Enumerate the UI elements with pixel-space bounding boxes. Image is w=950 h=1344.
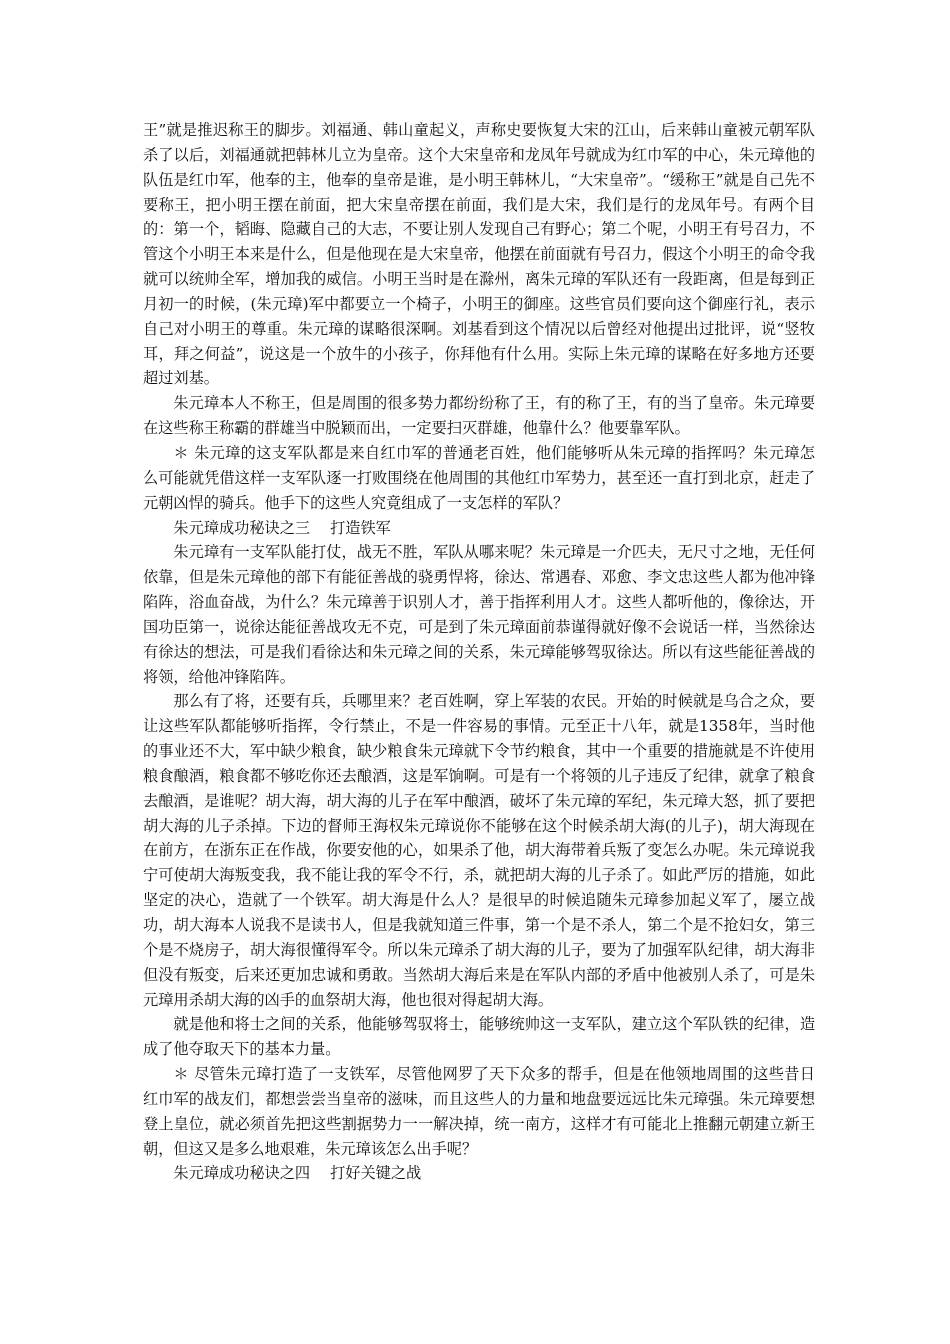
paragraph-starred: ＊ 尽管朱元璋打造了一支铁军，尽管他网罗了天下众多的帮手，但是在他领地周围的这些昔日红巾军的战友们，都想尝尝当皇帝的滋味，而且这些人的力量和地盘要远远比朱元璋强。朱元璋要想登上皇位，就必须首先把这些割据势力一一解决掉，统一南方，这样才有可能北上推翻元朝建立新王朝，但这又是多么地艰难，朱元璋该怎么出手呢？ bbox=[143, 1065, 815, 1158]
paragraph-continued: 王”就是推迟称王的脚步。刘福通、韩山童起义，声称史要恢复大宋的江山，后来韩山童被元朝军队杀了以后，刘福通就把韩林儿立为皇帝。这个大宋皇帝和龙凤年号就成为红巾军的中心，朱元璋他的队伍是红巾军，他奉的主，他奉的皇帝是谁，是小明王韩林儿，“大宋皇帝”。“缓称王”就是自己先不要称王，把小明王摆在前面，把大宋皇帝摆在前面，我们是大宋，我们是行的龙凤年号。有两个目的：第一个，韬晦、隐藏自己的大志，不要让别人发现自己有野心；第二个呢，小明王有号召力，不管这个小明王本来是什么，但是他现在是大宋皇帝，他摆在前面就有号召力，假这个小明王的命令我就可以统帅全军，增加我的威信。小明王当时是在滁州，离朱元璋的军队还有一段距离，但是每到正月初一的时候，(朱元璋)军中都要立一个椅子，小明王的御座。这些官员们要向这个御座行礼，表示自己对小明王的尊重。朱元璋的谋略很深啊。刘基看到这个情况以后曾经对他提出过批评，说“竖牧耳，拜之何益”，说这是一个放牛的小孩子，你拜他有什么用。实际上朱元璋的谋略在好多地方还要超过刘基。 bbox=[143, 121, 815, 388]
section-heading: 朱元璋成功秘诀之三 打造铁军 bbox=[173, 518, 391, 537]
section-heading: 朱元璋成功秘诀之四 打好关键之战 bbox=[173, 1164, 422, 1183]
paragraph-starred: ＊ 朱元璋的这支军队都是来自红巾军的普通老百姓，他们能够听从朱元璋的指挥吗？朱元璋怎么可能就凭借这样一支军队逐一打败围绕在他周围的其他红巾军势力，甚至还一直打到北京，赶走了元朝凶悍的骑兵。他手下的这些人究竟组成了一支怎样的军队？ bbox=[143, 443, 815, 512]
paragraph: 就是他和将士之间的关系，他能够驾驭将士，能够统帅这一支军队，建立这个军队铁的纪律，造成了他夺取天下的基本力量。 bbox=[143, 1015, 815, 1059]
document-body bbox=[143, 118, 815, 1186]
paragraph: 朱元璋有一支军队能打仗，战无不胜，军队从哪来呢？朱元璋是一介匹夫，无尺寸之地，无任何依靠，但是朱元璋他的部下有能征善战的骁勇悍将，徐达、常遇春、邓愈、李文忠这些人都为他冲锋陷阵，浴血奋战，为什么？朱元璋善于识别人才，善于指挥利用人才。这些人都听他的，像徐达，开国功臣第一，说徐达能征善战攻无不克，可是到了朱元璋面前恭谨得就好像不会说话一样，当然徐达有徐达的想法，可是我们看徐达和朱元璋之间的关系，朱元璋能够驾驭徐达。所以有这些能征善战的将领，给他冲锋陷阵。 bbox=[143, 543, 815, 686]
paragraph: 朱元璋本人不称王，但是周围的很多势力都纷纷称了王，有的称了王，有的当了皇帝。朱元璋要在这些称王称霸的群雄当中脱颖而出，一定要扫灭群雄，他靠什么？他要靠军队。 bbox=[143, 394, 815, 438]
paragraph: 那么有了将，还要有兵，兵哪里来？老百姓啊，穿上军装的农民。开始的时候就是乌合之众，要让这些军队都能够听指挥，令行禁止，不是一件容易的事情。元至正十八年，就是1358年，当时他的事业还不大，军中缺少粮食，缺少粮食朱元璋就下令节约粮食，其中一个重要的措施就是不许使用粮食酿酒，粮食都不够吃你还去酿酒，这是军饷啊。可是有一个将领的儿子违反了纪律，就拿了粮食去酿酒，是谁呢？胡大海，胡大海的儿子在军中酿酒，破坏了朱元璋的军纪，朱元璋大怒，抓了要把胡大海的儿子杀掉。下边的督师王海权朱元璋说你不能够在这个时候杀胡大海(的儿子)，胡大海现在在前方，在浙东正在作战，你要安他的心，如果杀了他，胡大海带着兵叛了变怎么办呢。朱元璋说我宁可使胡大海叛变我，我不能让我的军令不行，杀，就把胡大海的儿子杀了。如此严厉的措施，如此坚定的决心，造就了一个铁军。胡大海是什么人？是很早的时候追随朱元璋参加起义军了，屡立战功，胡大海本人说我不是读书人，但是我就知道三件事，第一个是不杀人，第二个是不抢妇女，第三个是不烧房子，胡大海很懂得军令。所以朱元璋杀了胡大海的儿子，要为了加强军队纪律，胡大海非但没有叛变，后来还更加忠诚和勇敢。当然胡大海后来是在军队内部的矛盾中他被别人杀了，可是朱元璋用杀胡大海的凶手的血祭胡大海，他也很对得起胡大海。 bbox=[143, 692, 815, 1009]
